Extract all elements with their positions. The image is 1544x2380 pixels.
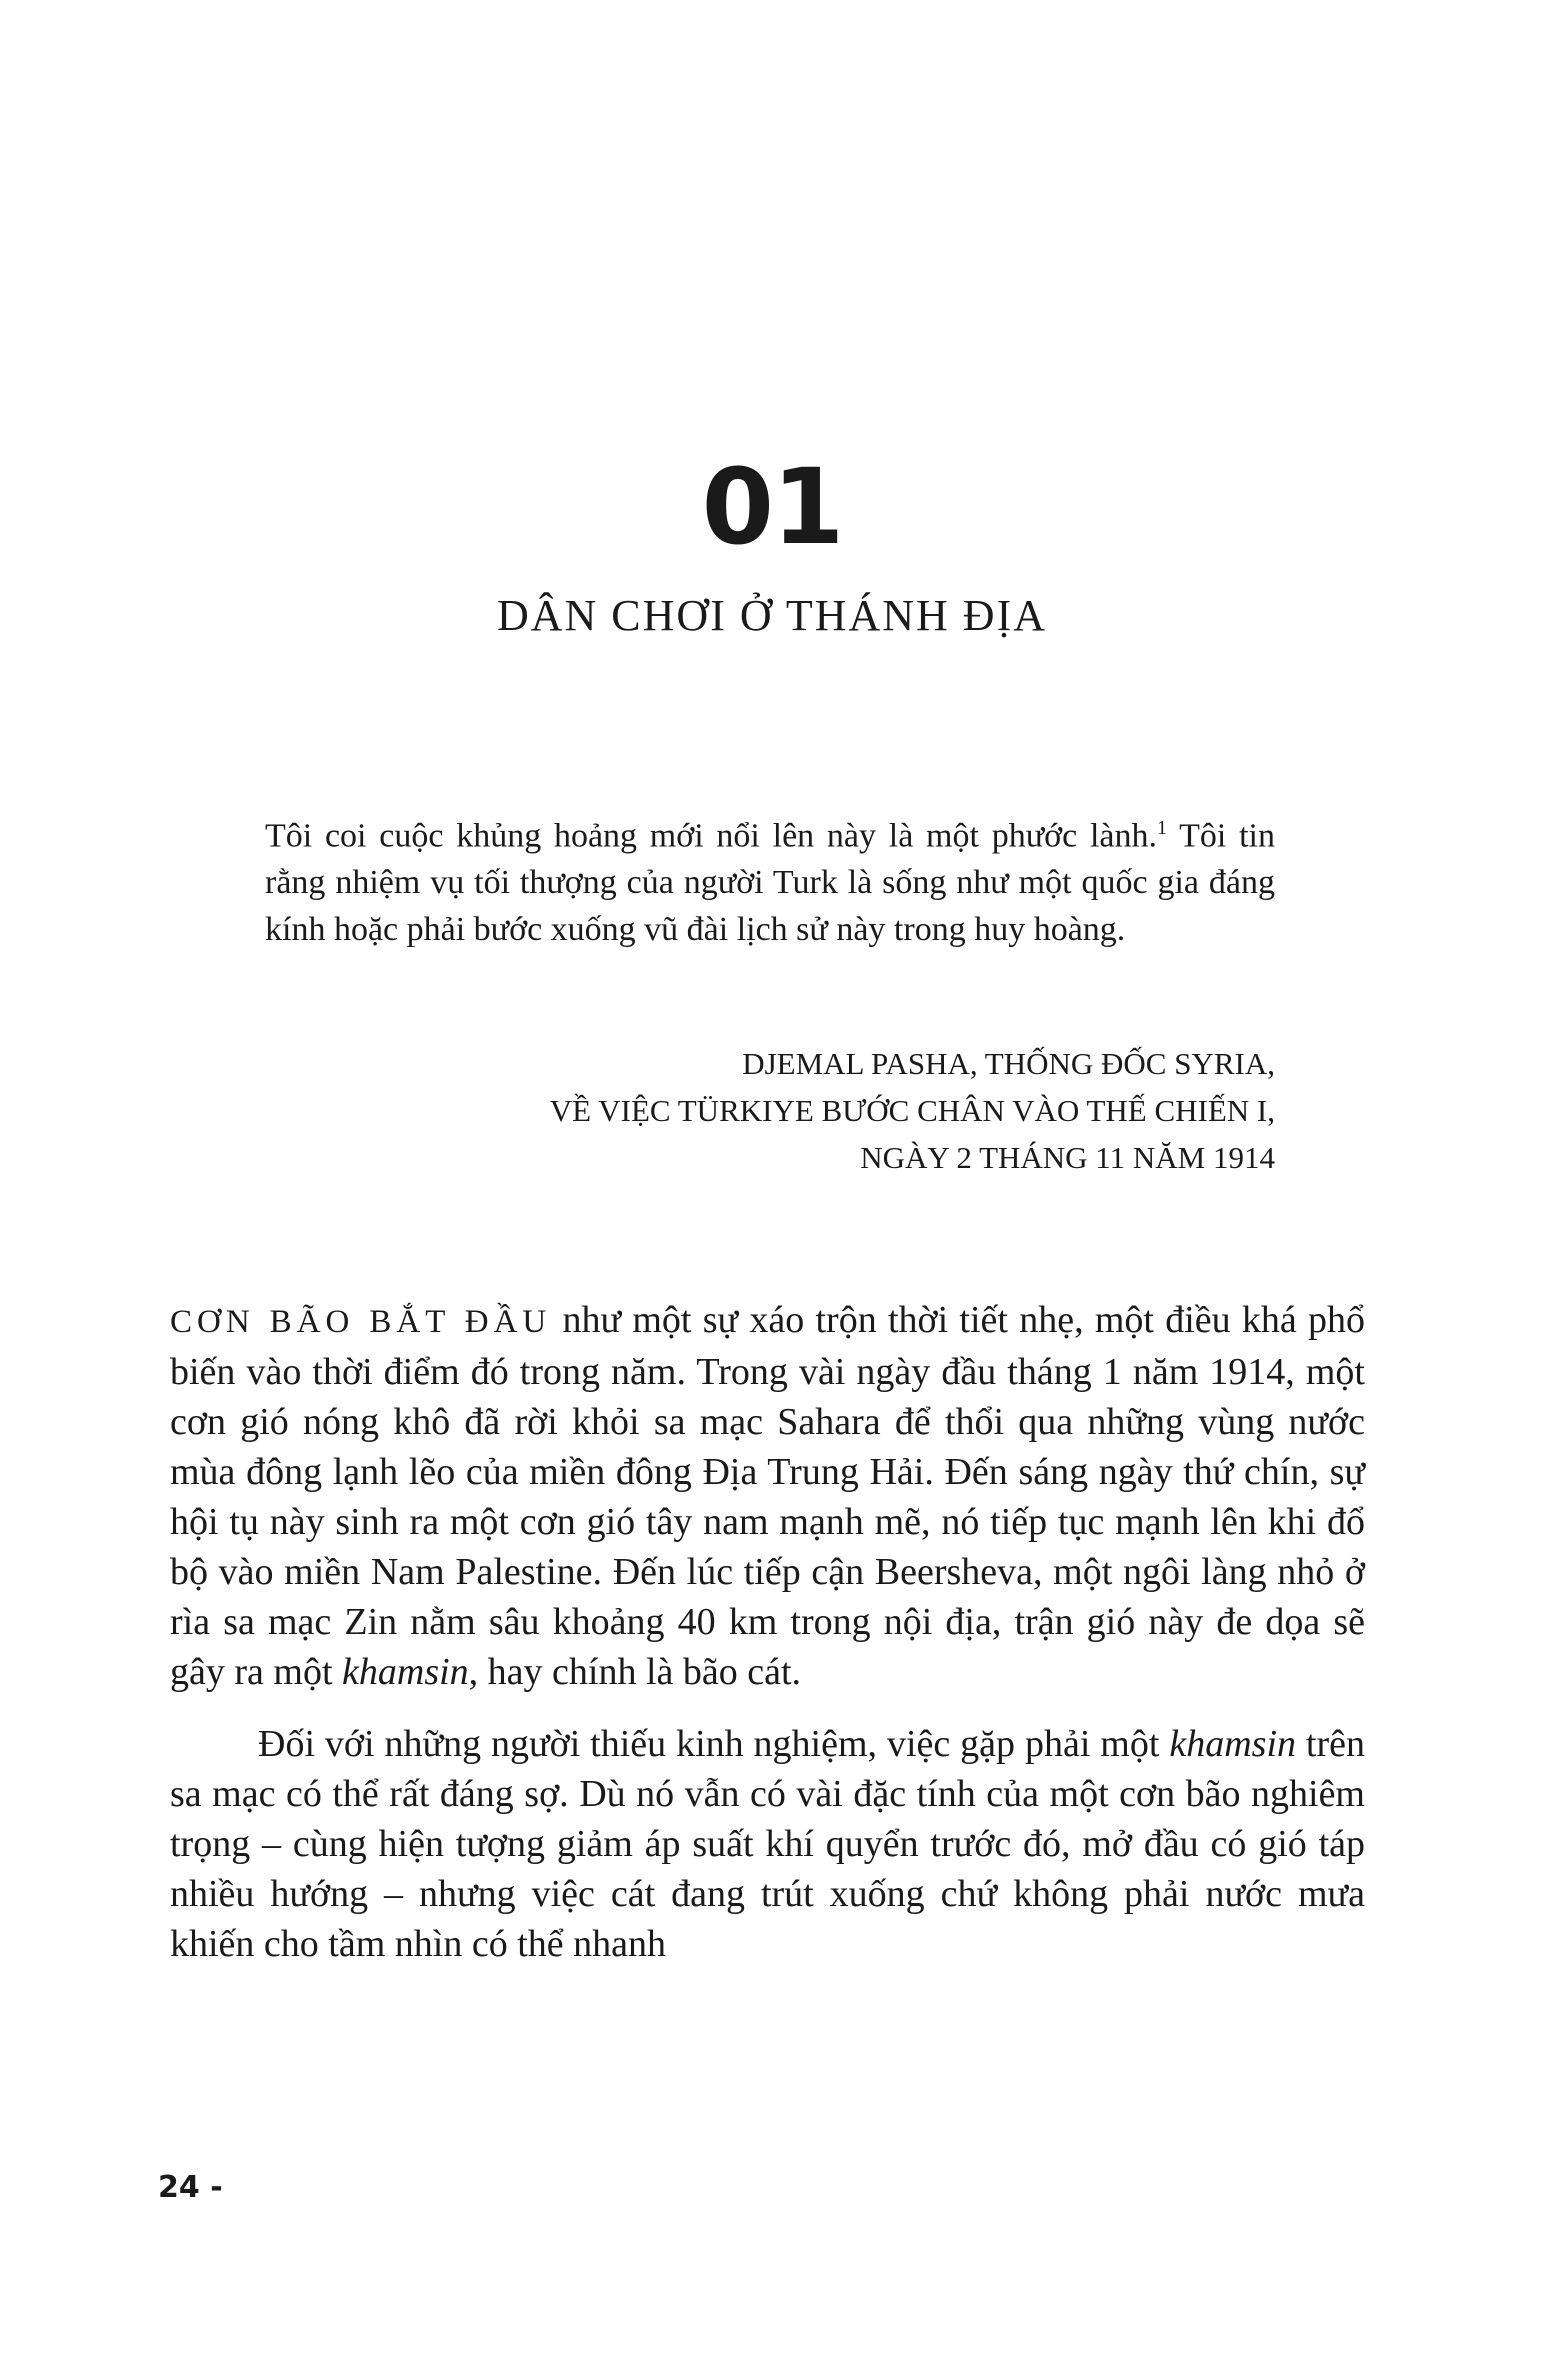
paragraph-text: , hay chính là bão cát. bbox=[468, 1651, 802, 1693]
page-number: 24 - bbox=[158, 2170, 223, 2205]
chapter-number: 01 bbox=[701, 446, 843, 568]
body-text bbox=[170, 1295, 1365, 1991]
attribution-line: VỀ VIỆC TÜRKIYE BƯỚC CHÂN VÀO THẾ CHIẾN I, bbox=[549, 1093, 1275, 1128]
epigraph-quote bbox=[265, 805, 1275, 953]
epigraph-quote-part1: Tôi coi cuộc khủng hoảng mới nổi lên này là một phước lành. bbox=[265, 817, 1157, 855]
paragraph-2 bbox=[170, 1719, 1365, 1969]
paragraph-text: Đối với những người thiếu kinh nghiệm, việc gặp phải một bbox=[258, 1723, 1170, 1765]
italic-term: khamsin bbox=[342, 1651, 469, 1693]
paragraph-text: như một sự xáo trộn thời tiết nhẹ, một điều khá phổ biến vào thời điểm đó trong năm. Trong vài ngày đầu tháng 1 năm 1914, một cơn gió nóng khô đã rời khỏi sa mạc Sahara để thổi qua những vùng nước mùa đông lạnh lẽo của miền đông Địa Trung Hải. Đến sáng ngày thứ chín, sự hội tụ này sinh ra một cơn gió tây nam mạnh mẽ, nó tiếp tục mạnh lên khi đổ bộ vào miền Nam Palestine. Đến lúc tiếp cận Beersheva, một ngôi làng nhỏ ở rìa sa mạc Zin nằm sâu khoảng 40 km trong nội địa, trận gió này đe dọa sẽ gây ra một bbox=[170, 1299, 1365, 1693]
italic-term: khamsin bbox=[1169, 1723, 1296, 1765]
chapter-title: DÂN CHƠI Ở THÁNH ĐỊA bbox=[496, 591, 1048, 640]
attribution-line: NGÀY 2 THÁNG 11 NĂM 1914 bbox=[860, 1140, 1275, 1175]
paragraph-text: trên sa mạc có thể rất đáng sợ. Dù nó vẫn có vài đặc tính của một cơn bão nghiêm trọng – cùng hiện tượng giảm áp suất khí quyển trước đó, mở đầu có gió táp nhiều hướng – nhưng việc cát đang trút xuống chứ không phải nước mưa khiến cho tầm nhìn có thể nhanh bbox=[170, 1723, 1365, 1965]
footnote-mark: 1 bbox=[1157, 817, 1167, 839]
epigraph-attribution bbox=[265, 1040, 1275, 1181]
attribution-line: DJEMAL PASHA, THỐNG ĐỐC SYRIA, bbox=[742, 1046, 1275, 1081]
epigraph-quote-part2: Tôi tin rằng nhiệm vụ tối thượng của người Turk là sống như một quốc gia đáng kính hoặc phải bước xuống vũ đài lịch sử này trong huy hoàng. bbox=[265, 817, 1276, 949]
paragraph-lead: CƠN BÃO BẮT ĐẦU bbox=[170, 1304, 552, 1340]
paragraph-1 bbox=[170, 1295, 1365, 1697]
